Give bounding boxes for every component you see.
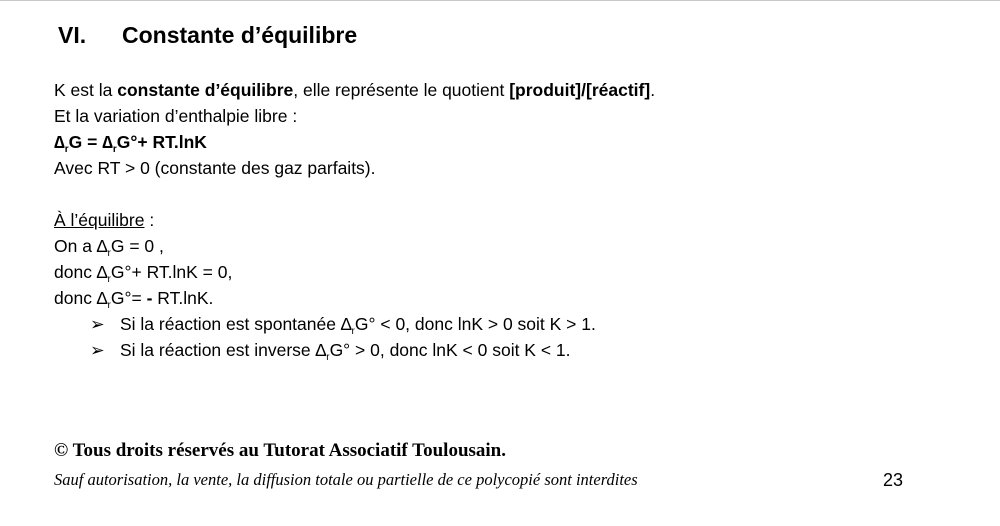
text: .	[650, 80, 656, 100]
text: G°+ RT.lnK = 0,	[110, 262, 233, 282]
usage-notice: Sauf autorisation, la vente, la diffusion totale ou partielle de ce polycopié sont interdites	[54, 470, 638, 489]
section-number: VI.	[58, 22, 87, 48]
text: G° < 0, donc lnK > 0 soit K > 1.	[354, 314, 596, 334]
equilibrium-line-2	[54, 262, 232, 283]
text: RT.lnK.	[152, 288, 214, 308]
text: G° > 0, donc lnK < 0 soit K < 1.	[329, 340, 571, 360]
subscript: r	[107, 274, 111, 285]
text: ∆	[54, 132, 65, 152]
bullet-item	[90, 340, 571, 361]
subscript: r	[112, 144, 117, 155]
text: G°+ RT.lnK	[116, 132, 207, 152]
top-border	[0, 0, 1000, 1]
text: G = ∆	[68, 132, 113, 152]
formula-line	[54, 132, 207, 153]
subscript: r	[107, 300, 111, 311]
text: On a ∆	[54, 236, 108, 256]
subscript: r	[64, 144, 69, 155]
arrow-bullet-icon: ➢	[90, 314, 105, 334]
bold-term: constante d’équilibre	[117, 80, 294, 100]
equilibrium-line-3	[54, 288, 213, 309]
text: , elle représente le quotient	[293, 80, 510, 100]
text: K est la	[54, 80, 118, 100]
text: :	[144, 210, 155, 230]
subscript: r	[351, 326, 355, 337]
bold-quotient: [produit]/[réactif]	[509, 80, 651, 100]
text: Si la réaction est spontanée ∆	[120, 314, 352, 334]
intro-line-2: Et la variation d’enthalpie libre :	[54, 106, 298, 126]
section-title: Constante d’équilibre	[122, 22, 358, 48]
text: donc ∆	[54, 262, 108, 282]
bold-minus: -	[146, 288, 153, 308]
equilibrium-heading-line	[54, 210, 154, 231]
equilibrium-line-1	[54, 236, 164, 257]
text: Si la réaction est inverse ∆	[120, 340, 327, 360]
intro-line-4: Avec RT > 0 (constante des gaz parfaits).	[54, 158, 376, 178]
text: G°=	[110, 288, 147, 308]
intro-line-1	[54, 80, 655, 101]
subscript: r	[326, 352, 330, 363]
equilibrium-heading: À l’équilibre	[54, 210, 145, 230]
text: G = 0 ,	[110, 236, 164, 256]
copyright-notice: © Tous droits réservés au Tutorat Associatif Toulousain.	[54, 440, 507, 461]
arrow-bullet-icon: ➢	[90, 340, 105, 360]
subscript: r	[107, 248, 111, 259]
page-number: 23	[883, 470, 904, 490]
text: donc ∆	[54, 288, 108, 308]
bullet-item	[90, 314, 596, 335]
